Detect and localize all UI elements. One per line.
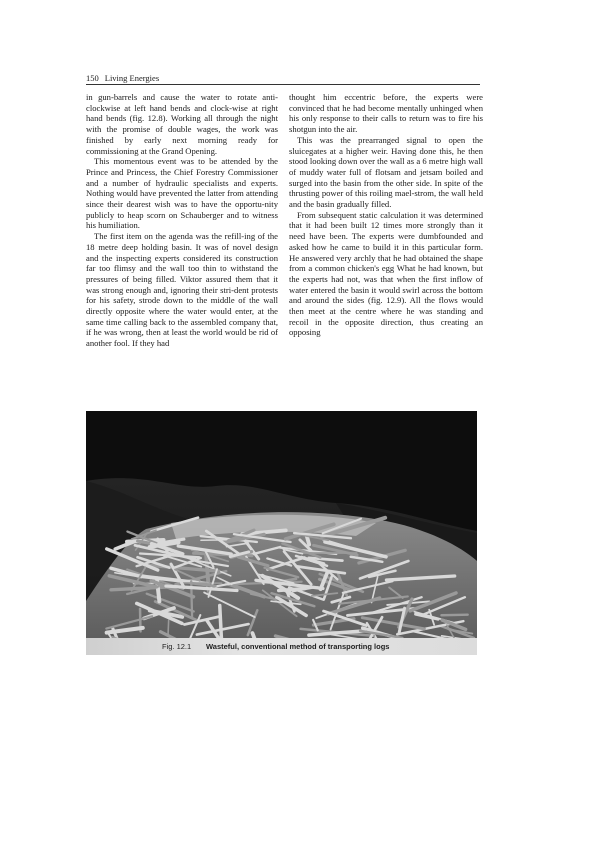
log-shape [206, 554, 208, 583]
text-column-right [289, 92, 483, 338]
log-river-photo [86, 411, 477, 638]
paragraph: The first item on the agenda was the refill-ing of the 18 metre deep holding basin. It was of novel design and the inspecting experts considered its construction far too flimsy and the wall too thin to withstand the pressures of being filled. Viktor assured them that it was strong enough and, ignoring their stri-dent protests for his safety, strode down to the middle of the wall directly opposite where the water would enter, at the same time calling back to the assembled company that, if he was wrong, then at least the world would be rid of another fool. If they had [86, 231, 278, 349]
figure-caption-text: Wasteful, conventional method of transporting logs [206, 642, 390, 651]
running-title: Living Energies [104, 73, 160, 83]
figure-caption [86, 638, 477, 655]
figure-photo [86, 411, 477, 655]
figure-label: Fig. 12.1 [162, 642, 192, 651]
log-shape [168, 620, 169, 635]
paragraph: This momentous event was to be attended by the Prince and Princess, the Chief Forestry Commissioner and a number of hydraulic specialists and experts. Nothing would have prevented the latter from attending since their dearest wish was to have the opportu-nity publicly to heap scorn on Schauberger and to witness his humiliation. [86, 156, 278, 231]
paragraph: thought him eccentric before, the experts were convinced that he had become mentally unhinged when his only response to their calls to return was to fire his shotgun into the air. [289, 92, 483, 135]
log-shape [220, 605, 222, 638]
paragraph: This was the prearranged signal to open the sluicegates at a higher weir. Having done this, he then stood looking down over the wall as a 6 metre high wall of muddy water full of flotsam and jetsam boiled and surged into the basin from the other side. In spite of the thrusting power of this roiling mael-strom, the wall held and the basin gradually filled. [289, 134, 483, 210]
page-number: 150 [86, 73, 99, 83]
paragraph: in gun-barrels and cause the water to rotate anti-clockwise at left hand bends and clock-wise at right hand bends (fig. 12.8). Working all through the night with the promise of double wages, the work was finished by early next morning ready for commissioning at the Grand Opening. [86, 92, 278, 156]
running-header [86, 73, 480, 85]
log-shape [441, 615, 467, 616]
text-column-left [86, 92, 278, 349]
paragraph: From subsequent static calculation it was determined that it had been built 12 times more strongly than it need have been. The experts were dumbfounded and asked how he came to build it in this particular form. He answered very archly that he had obtained the shape from a common chicken's egg What he had known, but the experts had not, was that when the first inflow of water entered the basin it would swirl across the bottom and around the sides (fig. 12.9). All the flows would then meet at the centre where he was standing and recoil in the opposite direction, thus creating an opposing [289, 209, 483, 338]
